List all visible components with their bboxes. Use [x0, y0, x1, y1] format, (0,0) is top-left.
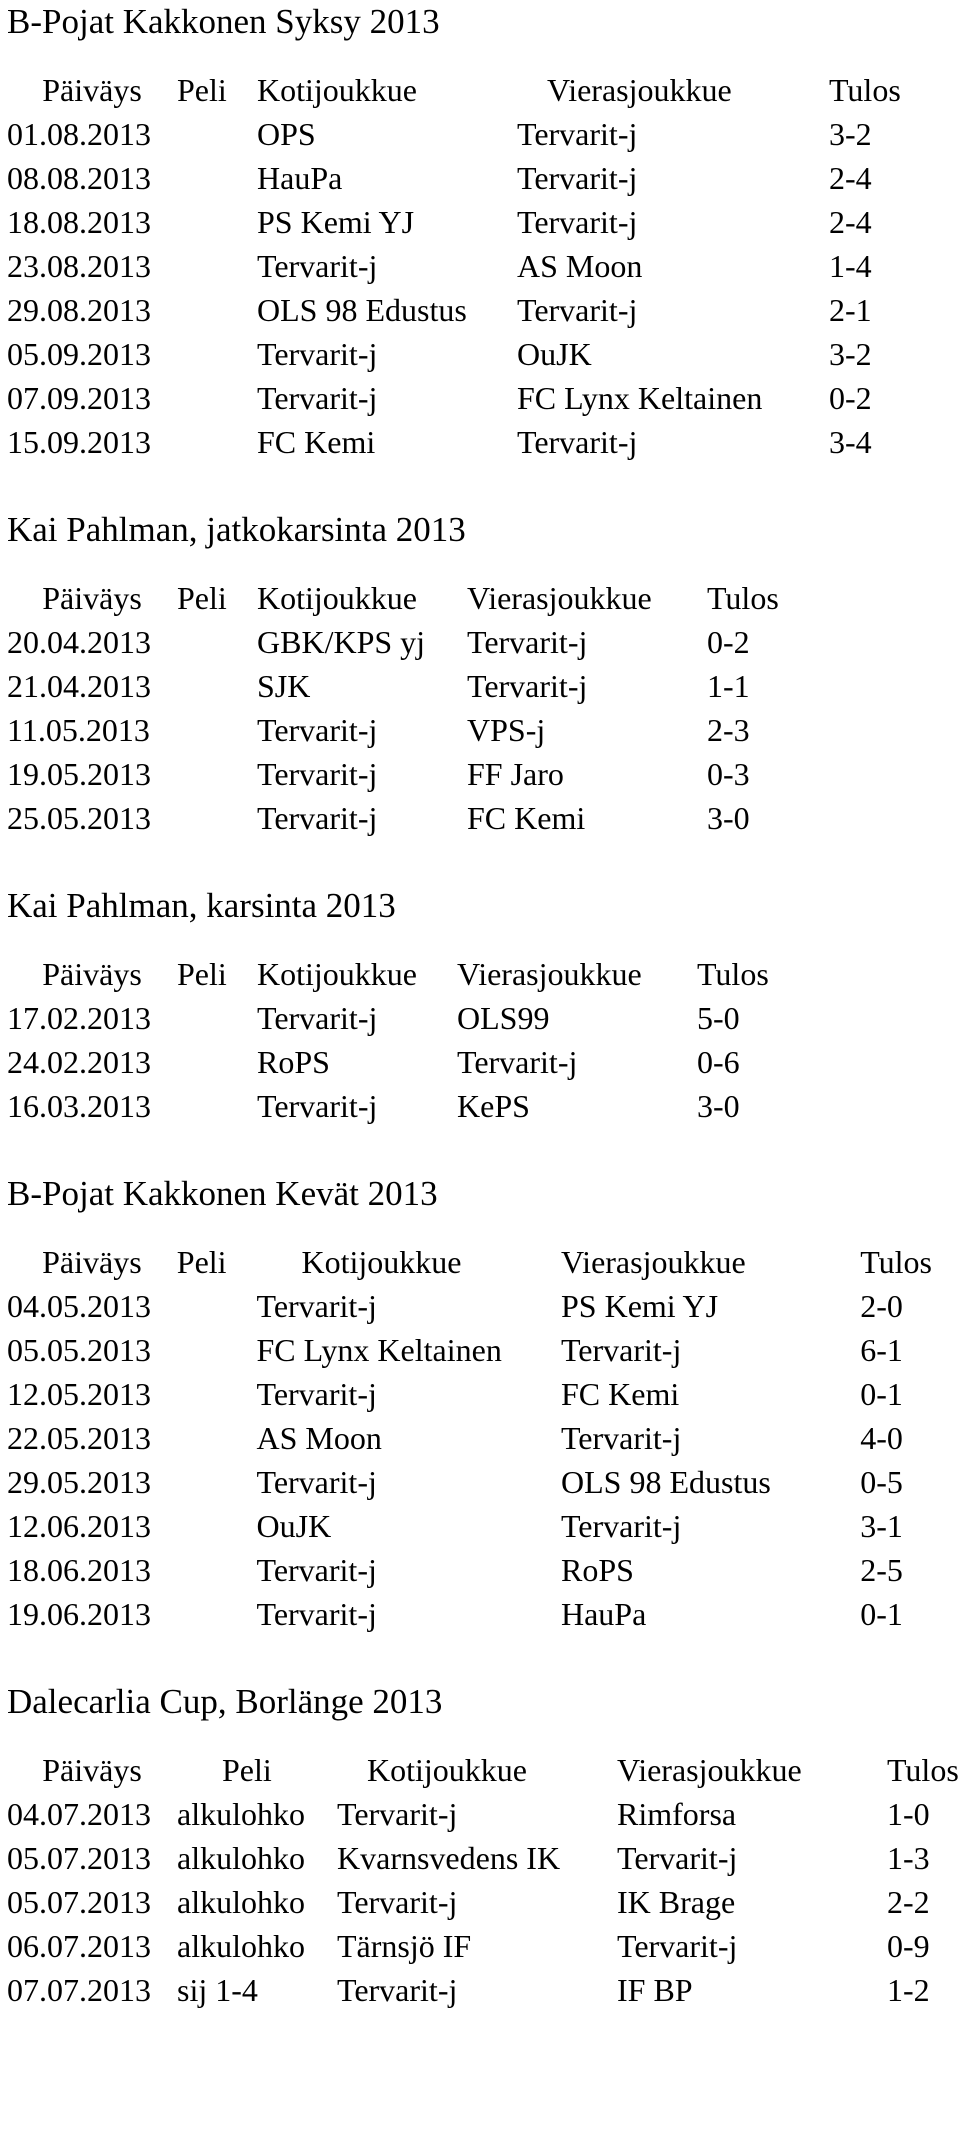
cell-result: 0-6	[697, 1044, 740, 1080]
cell-result: 3-2	[829, 336, 872, 372]
cell-away: OuJK	[517, 336, 592, 372]
cell-result: 2-2	[887, 1884, 930, 1920]
cell-result: 4-0	[860, 1420, 903, 1456]
cell-game	[177, 1548, 257, 1592]
section-title: Dalecarlia Cup, Borlänge 2013	[7, 1682, 443, 1721]
header-away: Vierasjoukkue	[547, 72, 732, 108]
cell-date: 06.07.2013	[7, 1928, 151, 1964]
cell-result: 0-9	[887, 1928, 930, 1964]
header-away: Vierasjoukkue	[457, 956, 642, 992]
cell-result: 3-4	[829, 424, 872, 460]
cell-game	[177, 1040, 257, 1084]
cell-home: OLS 98 Edustus	[257, 292, 467, 328]
cell-away: RoPS	[560, 1552, 634, 1588]
table-row	[7, 1548, 960, 1592]
cell-game	[177, 1504, 257, 1548]
cell-away: Tervarit-j	[560, 1332, 682, 1368]
table-row	[7, 1328, 960, 1372]
cell-away: AS Moon	[517, 248, 643, 284]
cell-game	[177, 1460, 257, 1504]
section-title: B-Pojat Kakkonen Kevät 2013	[7, 1174, 438, 1213]
table-row	[7, 156, 929, 200]
cell-away: FC Kemi	[467, 800, 586, 836]
table-row	[7, 1836, 959, 1880]
header-result: Tulos	[697, 956, 769, 992]
cell-away: FC Lynx Keltainen	[517, 380, 763, 416]
cell-date: 19.06.2013	[7, 1596, 151, 1632]
cell-away: OLS99	[457, 1000, 550, 1036]
header-result: Tulos	[707, 580, 779, 616]
cell-away: Tervarit-j	[560, 1508, 682, 1544]
cell-date: 04.07.2013	[7, 1796, 151, 1832]
cell-result: 3-0	[707, 800, 750, 836]
cell-home: Tervarit-j	[257, 1000, 378, 1036]
section-kevat-2013	[7, 1172, 960, 1636]
table-header-row	[7, 1748, 959, 1792]
cell-game	[177, 708, 257, 752]
cell-away: OLS 98 Edustus	[560, 1464, 771, 1500]
cell-result: 3-0	[697, 1088, 740, 1124]
cell-away: KePS	[457, 1088, 530, 1124]
table-row	[7, 1084, 797, 1128]
cell-game	[177, 664, 257, 708]
cell-home: SJK	[257, 668, 311, 704]
header-result: Tulos	[829, 72, 901, 108]
cell-away: FC Kemi	[560, 1376, 680, 1412]
cell-result: 3-1	[860, 1508, 903, 1544]
cell-home: AS Moon	[256, 1420, 382, 1456]
section-title: B-Pojat Kakkonen Syksy 2013	[7, 2, 440, 41]
table-row	[7, 708, 807, 752]
cell-home: Tervarit-j	[257, 380, 378, 416]
cell-result: 2-4	[829, 204, 872, 240]
cell-date: 07.09.2013	[7, 380, 151, 416]
results-table	[7, 1240, 960, 1636]
cell-home: Tervarit-j	[257, 756, 378, 792]
section-syksy-2013	[7, 0, 960, 464]
cell-result: 2-5	[860, 1552, 903, 1588]
cell-game	[177, 752, 257, 796]
cell-home: Tervarit-j	[257, 336, 378, 372]
table-row	[7, 1504, 960, 1548]
table-row	[7, 112, 929, 156]
table-row	[7, 1968, 959, 2012]
cell-result: 0-2	[829, 380, 872, 416]
cell-result: 0-3	[707, 756, 750, 792]
cell-game	[177, 1372, 257, 1416]
table-row	[7, 376, 929, 420]
cell-date: 23.08.2013	[7, 248, 151, 284]
header-game: Peli	[176, 1244, 227, 1280]
table-header-row	[7, 576, 807, 620]
table-row	[7, 620, 807, 664]
cell-home: OuJK	[256, 1508, 332, 1544]
table-row	[7, 1372, 960, 1416]
cell-home: HauPa	[257, 160, 343, 196]
table-row	[7, 1592, 960, 1636]
cell-away: Tervarit-j	[517, 116, 638, 152]
cell-game: alkulohko	[177, 1840, 305, 1876]
header-date: Päiväys	[42, 1244, 142, 1280]
cell-result: 0-1	[860, 1596, 903, 1632]
cell-date: 12.05.2013	[7, 1376, 151, 1412]
cell-date: 22.05.2013	[7, 1420, 151, 1456]
table-header-row	[7, 1240, 960, 1284]
cell-home: FC Kemi	[257, 424, 376, 460]
section-karsinta-2013	[7, 884, 960, 1128]
cell-home: GBK/KPS yj	[257, 624, 426, 660]
table-row	[7, 996, 797, 1040]
table-row	[7, 664, 807, 708]
cell-game: sij 1-4	[177, 1972, 258, 2008]
header-home: Kotijoukkue	[257, 956, 417, 992]
cell-result: 1-1	[707, 668, 750, 704]
cell-game	[177, 420, 257, 464]
table-row	[7, 1924, 959, 1968]
table-row	[7, 332, 929, 376]
cell-date: 18.06.2013	[7, 1552, 151, 1588]
results-table	[7, 576, 807, 840]
cell-away: VPS-j	[467, 712, 546, 748]
cell-away: Tervarit-j	[517, 292, 638, 328]
cell-date: 25.05.2013	[7, 800, 151, 836]
cell-date: 29.08.2013	[7, 292, 151, 328]
header-away: Vierasjoukkue	[560, 1244, 746, 1280]
header-game: Peli	[177, 72, 227, 108]
cell-away: Tervarit-j	[517, 160, 638, 196]
cell-game	[177, 620, 257, 664]
cell-game	[177, 288, 257, 332]
cell-game	[177, 112, 257, 156]
table-header-row	[7, 952, 797, 996]
header-home: Kotijoukkue	[367, 1752, 527, 1788]
cell-result: 2-1	[829, 292, 872, 328]
header-result: Tulos	[860, 1244, 932, 1280]
table-row	[7, 1792, 959, 1836]
cell-result: 1-2	[887, 1972, 930, 2008]
table-row	[7, 1460, 960, 1504]
cell-away: Tervarit-j	[517, 424, 638, 460]
cell-date: 18.08.2013	[7, 204, 151, 240]
header-home: Kotijoukkue	[257, 72, 417, 108]
table-row	[7, 1416, 960, 1460]
table-row	[7, 1284, 960, 1328]
table-header-row	[7, 68, 929, 112]
cell-game	[177, 796, 257, 840]
header-date: Päiväys	[42, 956, 142, 992]
cell-result: 2-3	[707, 712, 750, 748]
cell-away: Tervarit-j	[617, 1928, 738, 1964]
cell-result: 1-0	[887, 1796, 930, 1832]
table-row	[7, 796, 807, 840]
cell-result: 2-4	[829, 160, 872, 196]
header-date: Päiväys	[42, 580, 142, 616]
cell-home: OPS	[257, 116, 316, 152]
cell-date: 15.09.2013	[7, 424, 151, 460]
cell-game: alkulohko	[177, 1928, 305, 1964]
cell-game	[177, 1416, 257, 1460]
cell-date: 20.04.2013	[7, 624, 151, 660]
table-row	[7, 244, 929, 288]
table-row	[7, 200, 929, 244]
cell-home: Tervarit-j	[337, 1972, 458, 2008]
cell-game	[177, 376, 257, 420]
cell-date: 05.05.2013	[7, 1332, 151, 1368]
header-date: Päiväys	[42, 72, 142, 108]
cell-date: 05.09.2013	[7, 336, 151, 372]
cell-game	[177, 332, 257, 376]
header-game: Peli	[177, 580, 227, 616]
table-row	[7, 1040, 797, 1084]
section-jatkokarsinta-2013	[7, 508, 960, 840]
section-title: Kai Pahlman, karsinta 2013	[7, 886, 396, 925]
cell-date: 29.05.2013	[7, 1464, 151, 1500]
cell-game	[177, 200, 257, 244]
section-dalecarlia-cup-2013	[7, 1680, 960, 2012]
header-game: Peli	[222, 1752, 272, 1788]
cell-home: Tervarit-j	[256, 1596, 377, 1632]
cell-home: Tervarit-j	[257, 1088, 378, 1124]
cell-home: Tervarit-j	[257, 712, 378, 748]
section-title: Kai Pahlman, jatkokarsinta 2013	[7, 510, 466, 549]
cell-away: Tervarit-j	[467, 668, 588, 704]
cell-home: Kvarnsvedens IK	[337, 1840, 561, 1876]
cell-result: 6-1	[860, 1332, 903, 1368]
results-table	[7, 952, 797, 1128]
cell-date: 12.06.2013	[7, 1508, 151, 1544]
cell-away: FF Jaro	[467, 756, 564, 792]
cell-away: IF BP	[617, 1972, 693, 2008]
cell-home: PS Kemi YJ	[257, 204, 415, 240]
cell-date: 04.05.2013	[7, 1288, 151, 1324]
header-game: Peli	[177, 956, 227, 992]
cell-game	[177, 244, 257, 288]
cell-home: Tervarit-j	[337, 1796, 458, 1832]
cell-result: 0-2	[707, 624, 750, 660]
cell-away: Tervarit-j	[517, 204, 638, 240]
cell-date: 24.02.2013	[7, 1044, 151, 1080]
cell-date: 11.05.2013	[7, 712, 150, 748]
cell-home: Tervarit-j	[257, 800, 378, 836]
cell-home: Tervarit-j	[256, 1288, 377, 1324]
cell-date: 05.07.2013	[7, 1840, 151, 1876]
cell-result: 1-3	[887, 1840, 930, 1876]
results-table	[7, 1748, 959, 2012]
cell-home: Tervarit-j	[257, 248, 378, 284]
cell-home: Tervarit-j	[256, 1552, 377, 1588]
header-home: Kotijoukkue	[257, 580, 417, 616]
cell-date: 17.02.2013	[7, 1000, 151, 1036]
header-date: Päiväys	[42, 1752, 142, 1788]
cell-date: 01.08.2013	[7, 116, 151, 152]
cell-away: Rimforsa	[617, 1796, 737, 1832]
cell-away: Tervarit-j	[560, 1420, 682, 1456]
results-table	[7, 68, 929, 464]
cell-game	[177, 1592, 257, 1636]
header-home: Kotijoukkue	[301, 1244, 462, 1280]
cell-date: 08.08.2013	[7, 160, 151, 196]
cell-away: Tervarit-j	[467, 624, 588, 660]
cell-game	[177, 156, 257, 200]
cell-away: IK Brage	[617, 1884, 736, 1920]
cell-result: 3-2	[829, 116, 872, 152]
cell-date: 19.05.2013	[7, 756, 151, 792]
cell-home: Tervarit-j	[256, 1376, 377, 1412]
cell-game	[177, 996, 257, 1040]
cell-date: 05.07.2013	[7, 1884, 151, 1920]
cell-game	[177, 1328, 257, 1372]
cell-game	[177, 1284, 257, 1328]
table-row	[7, 288, 929, 332]
cell-result: 1-4	[829, 248, 872, 284]
cell-result: 0-5	[860, 1464, 903, 1500]
cell-home: FC Lynx Keltainen	[256, 1332, 502, 1368]
cell-result: 5-0	[697, 1000, 740, 1036]
table-row	[7, 420, 929, 464]
cell-away: HauPa	[560, 1596, 647, 1632]
cell-date: 07.07.2013	[7, 1972, 151, 2008]
cell-away: Tervarit-j	[617, 1840, 738, 1876]
table-row	[7, 1880, 959, 1924]
header-away: Vierasjoukkue	[617, 1752, 802, 1788]
cell-game	[177, 1084, 257, 1128]
cell-home: Tärnsjö IF	[337, 1928, 472, 1964]
cell-result: 2-0	[860, 1288, 903, 1324]
header-result: Tulos	[887, 1752, 959, 1788]
cell-result: 0-1	[860, 1376, 903, 1412]
table-row	[7, 752, 807, 796]
cell-home: Tervarit-j	[256, 1464, 377, 1500]
cell-date: 21.04.2013	[7, 668, 151, 704]
cell-date: 16.03.2013	[7, 1088, 151, 1124]
cell-home: Tervarit-j	[337, 1884, 458, 1920]
cell-game: alkulohko	[177, 1796, 305, 1832]
cell-away: PS Kemi YJ	[560, 1288, 719, 1324]
header-away: Vierasjoukkue	[467, 580, 652, 616]
cell-game: alkulohko	[177, 1884, 305, 1920]
cell-home: RoPS	[257, 1044, 330, 1080]
cell-away: Tervarit-j	[457, 1044, 578, 1080]
